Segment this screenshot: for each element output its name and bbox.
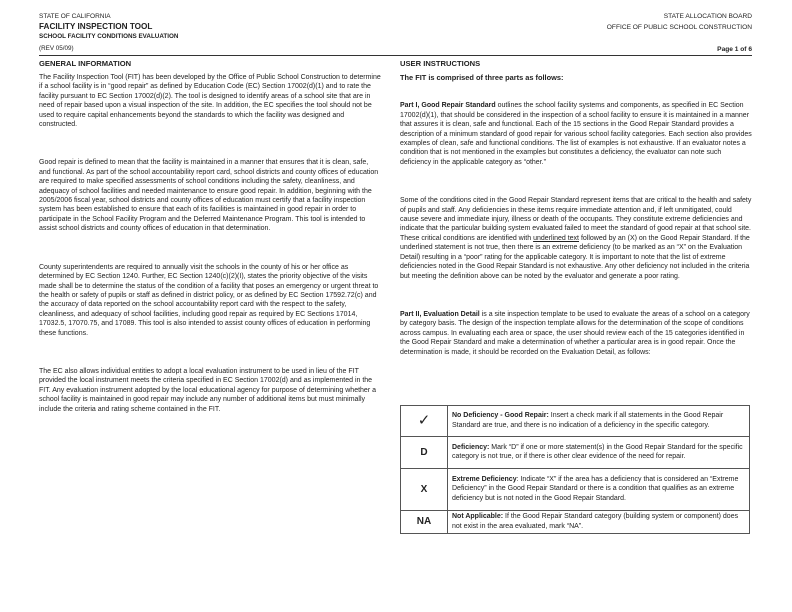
legend-label: Extreme Deficiency [452, 476, 517, 484]
legend-label: No Deficiency - Good Repair: [452, 412, 549, 420]
legend-row-not-applicable [401, 511, 750, 534]
legend-description [448, 469, 750, 511]
header-left [39, 12, 178, 54]
general-information-column [39, 58, 381, 414]
rating-legend-table [400, 405, 750, 534]
critical-conditions-text-b: followed by an (X) on the Good Repair Standard. If the underlined statement is not true, then there is an extreme deficiency (to be marked as an “X” on the Evaluation Detail) resulting in a “poor” rating for the applicable category. It is important to note that the list of extreme deficiencies noted in the Good Repair Standard is not exhaustive. Any other deficiency not included in the criteria but meeting the definition above can be noted by the evaluator and generate a poor rating. [400, 234, 750, 280]
header-divider [39, 55, 752, 56]
legend-text: Mark “D” if one or more statement(s) in the Good Repair Standard for the specific category is not true, or if there is other clear evidence of the need for repair. [452, 443, 743, 460]
state-label: STATE OF CALIFORNIA [39, 13, 111, 20]
user-instructions-column [400, 58, 752, 357]
underlined-text-label: underlined text [533, 234, 579, 242]
agency-label: STATE ALLOCATION BOARD [663, 13, 752, 20]
paragraph-part-2 [400, 310, 752, 357]
part-1-label: Part I, Good Repair Standard [400, 102, 496, 110]
legend-row-no-deficiency [401, 406, 750, 437]
legend-text: If the Good Repair Standard category (building system or component) does not exist in the area evaluated, mark “NA”. [452, 513, 739, 530]
office-label: OFFICE OF PUBLIC SCHOOL CONSTRUCTION [606, 24, 752, 31]
legend-symbol: NA [401, 511, 448, 534]
legend-symbol: D [401, 437, 448, 469]
legend-row-deficiency [401, 437, 750, 469]
paragraph-local-instrument: The EC also allows individual entities to adopt a local evaluation instrument to be used in lieu of the FIT provided the local instrument meets the criteria specified in EC Section 17002(d) and as implemented in the FIT. Any evaluation instrument adopted by the local educational agency for purpose of determining whether a school facility is maintained in good repair may include any number of additional items but must minimally include the criteria and rating scheme contained in the FIT. [39, 367, 376, 413]
general-information-heading: GENERAL INFORMATION [39, 59, 132, 68]
page-number: Page 1 of 6 [717, 46, 752, 53]
paragraph-critical-conditions [400, 196, 752, 281]
legend-description [448, 511, 750, 534]
part-2-label: Part II, Evaluation Detail [400, 310, 480, 318]
legend-label: Deficiency: [452, 443, 490, 451]
legend-row-extreme-deficiency [401, 469, 750, 511]
critical-conditions-text-a: Some of the conditions cited in the Good Repair Standard represent items that are critical to the health and safety of pupils and staff. Any deficiencies in these items require immediate attention and, if left unmitigated, could cause severe and immediate injury, illness or death of the occupants. They constitute extreme deficiencies and indicate that the particular building system evaluated failed to meet the standard of good repair at that school site. These critical conditions are identified with [400, 197, 752, 242]
revision-label: (REV 05/09) [39, 45, 74, 52]
header-right [607, 12, 752, 55]
legend-symbol: X [401, 469, 448, 511]
part-1-text: outlines the school facility systems and components, as specified in EC Section 17002(d)(1), that should be considered in the inspection of a school facility to ensure it is maintained in a manner that assures it is clean, safe and functional. Each of the 15 sections in the Good Repair Standard provides a description of a minimum standard of good repair for various school facility categories. Each section also provides examples of clean, safe and functional conditions. The list of examples is not exhaustive. If an evaluator notes a condition that is not mentioned in the examples but constitutes a deficiency, the evaluator can note such deficiency in the applicable category as “other.” [400, 102, 752, 166]
paragraph-part-1 [400, 101, 752, 167]
legend-description [448, 406, 750, 437]
legend-description [448, 437, 750, 469]
instructions-intro: The FIT is comprised of three parts as follows: [400, 73, 564, 82]
legend-text: Insert a check mark if all statements in the Good Repair Standard are true, and there is no indication of a deficiency in the specific category. [452, 412, 724, 429]
paragraph-good-repair: Good repair is defined to mean that the facility is maintained in a manner that ensures that it is clean, safe, and functional. As part of the school accountability report card, school districts and county offices of education are required to make specified assessments of school conditions including the safety, cleanliness, and adequacy of school facilities and needed maintenance to ensure good repair. In addition, beginning with the 2005/2006 fiscal year, school districts and county offices of education must certify that a facility inspection system has been established to ensure that each of its facilities is maintained in good repair in order to participate in the School Facility Program and the Deferred Maintenance Program. This tool is intended to assist school districts and county offices of education in that determination. [39, 159, 379, 233]
paragraph-county-superintendents: County superintendents are required to annually visit the schools in the county of his or her office as determined by EC Section 1240. Further, EC Section 1240(c)(2)(I), states the priority objective of the visits made shall be to determine the status of the condition of a facility that poses an emergency or urgent threat to the health or safety of pupils or staff as defined in district policy, or as defined by EC Section 17592.72(c) and the accuracy of data reported on the school accountability report card with the respect to the safety, cleanliness, and adequacy of school facilities, including good repair as required by EC Sections 17014, 17032.5, 17070.75, and 17089. This tool is also intended to assist county offices of education in performing these functions. [39, 263, 379, 337]
legend-text: : Indicate “X” if the area has a deficiency that is considered an “Extreme Deficiency” in the Good Repair Standard or there is a condition that qualifies as an extreme deficiency but is not noted in the Good Repair Standard. [452, 476, 739, 502]
legend-label: Not Applicable: [452, 513, 504, 521]
check-mark-icon: ✓ [401, 406, 448, 437]
paragraph-fit-overview: The Facility Inspection Tool (FIT) has been developed by the Office of Public School Construction to determine if a school facility is in “good repair” as defined by Education Code (EC) Section 17002(d)(1) and to rate the facility pursuant to EC Section 17002(d)(2). The tool is designed to identify areas of a school site that are in need of repair based upon a visual inspection of the site. In addition, the EC specifies the tool should not be used to require capital enhancements beyond the standards to which the facility was designed and constructed. [39, 74, 381, 129]
document-title: FACILITY INSPECTION TOOL [39, 22, 153, 31]
document-subtitle: SCHOOL FACILITY CONDITIONS EVALUATION [39, 33, 179, 40]
user-instructions-heading: USER INSTRUCTIONS [400, 59, 481, 68]
part-2-text: is a site inspection template to be used to evaluate the areas of a school on a category by category basis. The design of the inspection template allows for the determination of the scope of conditions across campus. In evaluating each area or space, the user should review each of the 15 categories identified in the Good Repair Standard and make a determination of whether a particular area is in good repair. Once the determination is made, it should be recorded on the Evaluation Detail, as follows: [400, 310, 750, 356]
